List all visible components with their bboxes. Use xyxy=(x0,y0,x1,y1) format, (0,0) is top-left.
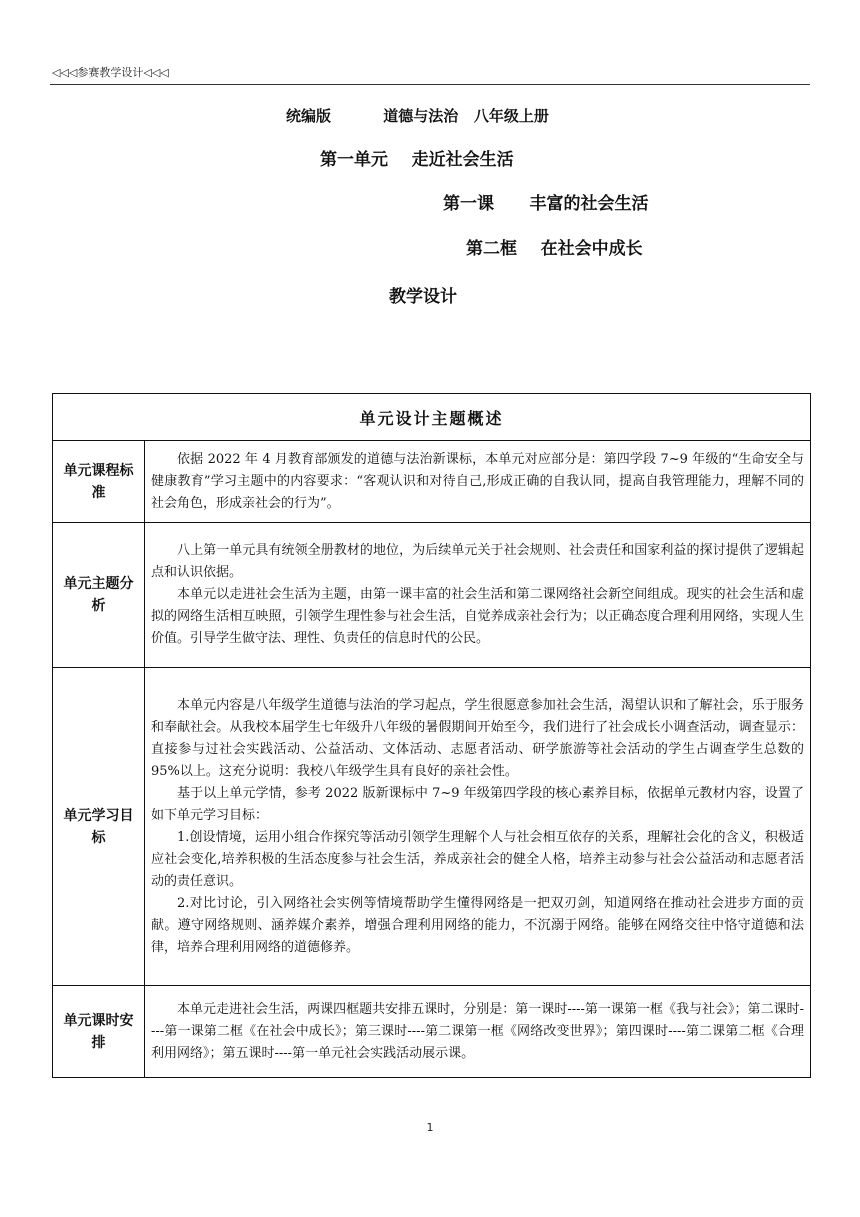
header-divider xyxy=(50,84,810,85)
paragraph: 本单元走进社会生活，两课四框题共安排五课时，分别是：第一课时----第一课第一框《我与社会》；第二课时----第一课第二框《在社会中成长》；第三课时----第二课第一框《网络改变世界》；第四课时----第二课第二框《合理利用网络》；第五课时----第一单元社会实践活动展示课。 xyxy=(151,1001,804,1061)
row-label-learning-goals: 单元学习目标 xyxy=(53,668,145,986)
section-title: 第二框 在社会中成长 xyxy=(466,239,643,259)
paragraph: 基于以上单元学情，参考 2022 版新课标中 7~9 年级第四学段的核心素养目标，依据单元教材内容，设置了如下单元学习目标： xyxy=(151,785,804,823)
page-header-text: ◁◁◁参赛教学设计◁◁◁ xyxy=(52,66,169,79)
paragraph: 1.创设情境，运用小组合作探究等活动引领学生理解个人与社会相互依存的关系，理解社会化的含义，积极适应社会变化,培养积极的生活态度参与社会生活，养成亲社会的健全人格，培养主动参与社会公益活动和志愿者活动的责任意识。 xyxy=(151,829,804,889)
paragraph: 本单元以走进社会生活为主题，由第一课丰富的社会生活和第二课网络社会新空间组成。现实的社会生活和虚拟的网络生活相互映照，引领学生理性参与社会生活，自觉养成亲社会行为；以正确态度合理利用网络，实现人生价值。引导学生做守法、理性、负责任的信息时代的公民。 xyxy=(151,587,804,646)
paragraph: 八上第一单元具有统领全册教材的地位，为后续单元关于社会规则、社会责任和国家利益的探讨提供了逻辑起点和认识依据。 xyxy=(151,543,804,580)
row-content-lesson-schedule xyxy=(145,986,811,1078)
unit-design-table xyxy=(52,393,811,1078)
row-label-theme-analysis: 单元主题分析 xyxy=(53,523,145,668)
row-content-theme-analysis xyxy=(145,523,811,668)
paragraph: 本单元内容是八年级学生道德与法治的学习起点，学生很愿意参加社会生活，渴望认识和了解社会，乐于服务和奉献社会。从我校本届学生七年级升八年级的暑假期间开始至今，我们进行了社会成长小调查活动，调查显示：直接参与过社会实践活动、公益活动、文体活动、志愿者活动、研学旅游等社会活动的学生占调查学生总数的 95%以上。这充分说明：我校八年级学生具有良好的亲社会性。 xyxy=(151,697,804,779)
table-caption-row xyxy=(53,394,811,441)
row-label-lesson-schedule: 单元课时安排 xyxy=(53,986,145,1078)
unit-title: 第一单元 走近社会生活 xyxy=(320,150,514,170)
row-label-curriculum-standard: 单元课程标准 xyxy=(53,441,145,523)
table-caption: 单元设计主题概述 xyxy=(53,394,811,441)
document-title: 教学设计 xyxy=(389,287,457,307)
table-row xyxy=(53,668,811,986)
textbook-edition-title: 统编版 道德与法治 八年级上册 xyxy=(286,107,549,125)
paragraph: 依据 2022 年 4 月教育部颁发的道德与法治新课标，本单元对应部分是：第四学段 7~9 年级的“生命安全与健康教育”学习主题中的内容要求：“客观认识和对待自己,形成正确的自我认同，提高自我管理能力，理解不同的社会角色，形成亲社会的行为”。 xyxy=(151,451,804,511)
lesson-title: 第一课 丰富的社会生活 xyxy=(443,194,649,214)
page-number: 1 xyxy=(426,1121,434,1134)
paragraph: 2.对比讨论，引入网络社会实例等情境帮助学生懂得网络是一把双刃剑，知道网络在推动社会进步方面的贡献。遵守网络规则、涵养媒介素养，增强合理利用网络的能力，不沉溺于网络。能够在网络交往中恪守道德和法律，培养合理利用网络的道德修养。 xyxy=(151,895,804,955)
table-row xyxy=(53,986,811,1078)
table-row xyxy=(53,523,811,668)
table-row xyxy=(53,441,811,523)
row-content-curriculum-standard xyxy=(145,441,811,523)
row-content-learning-goals xyxy=(145,668,811,986)
